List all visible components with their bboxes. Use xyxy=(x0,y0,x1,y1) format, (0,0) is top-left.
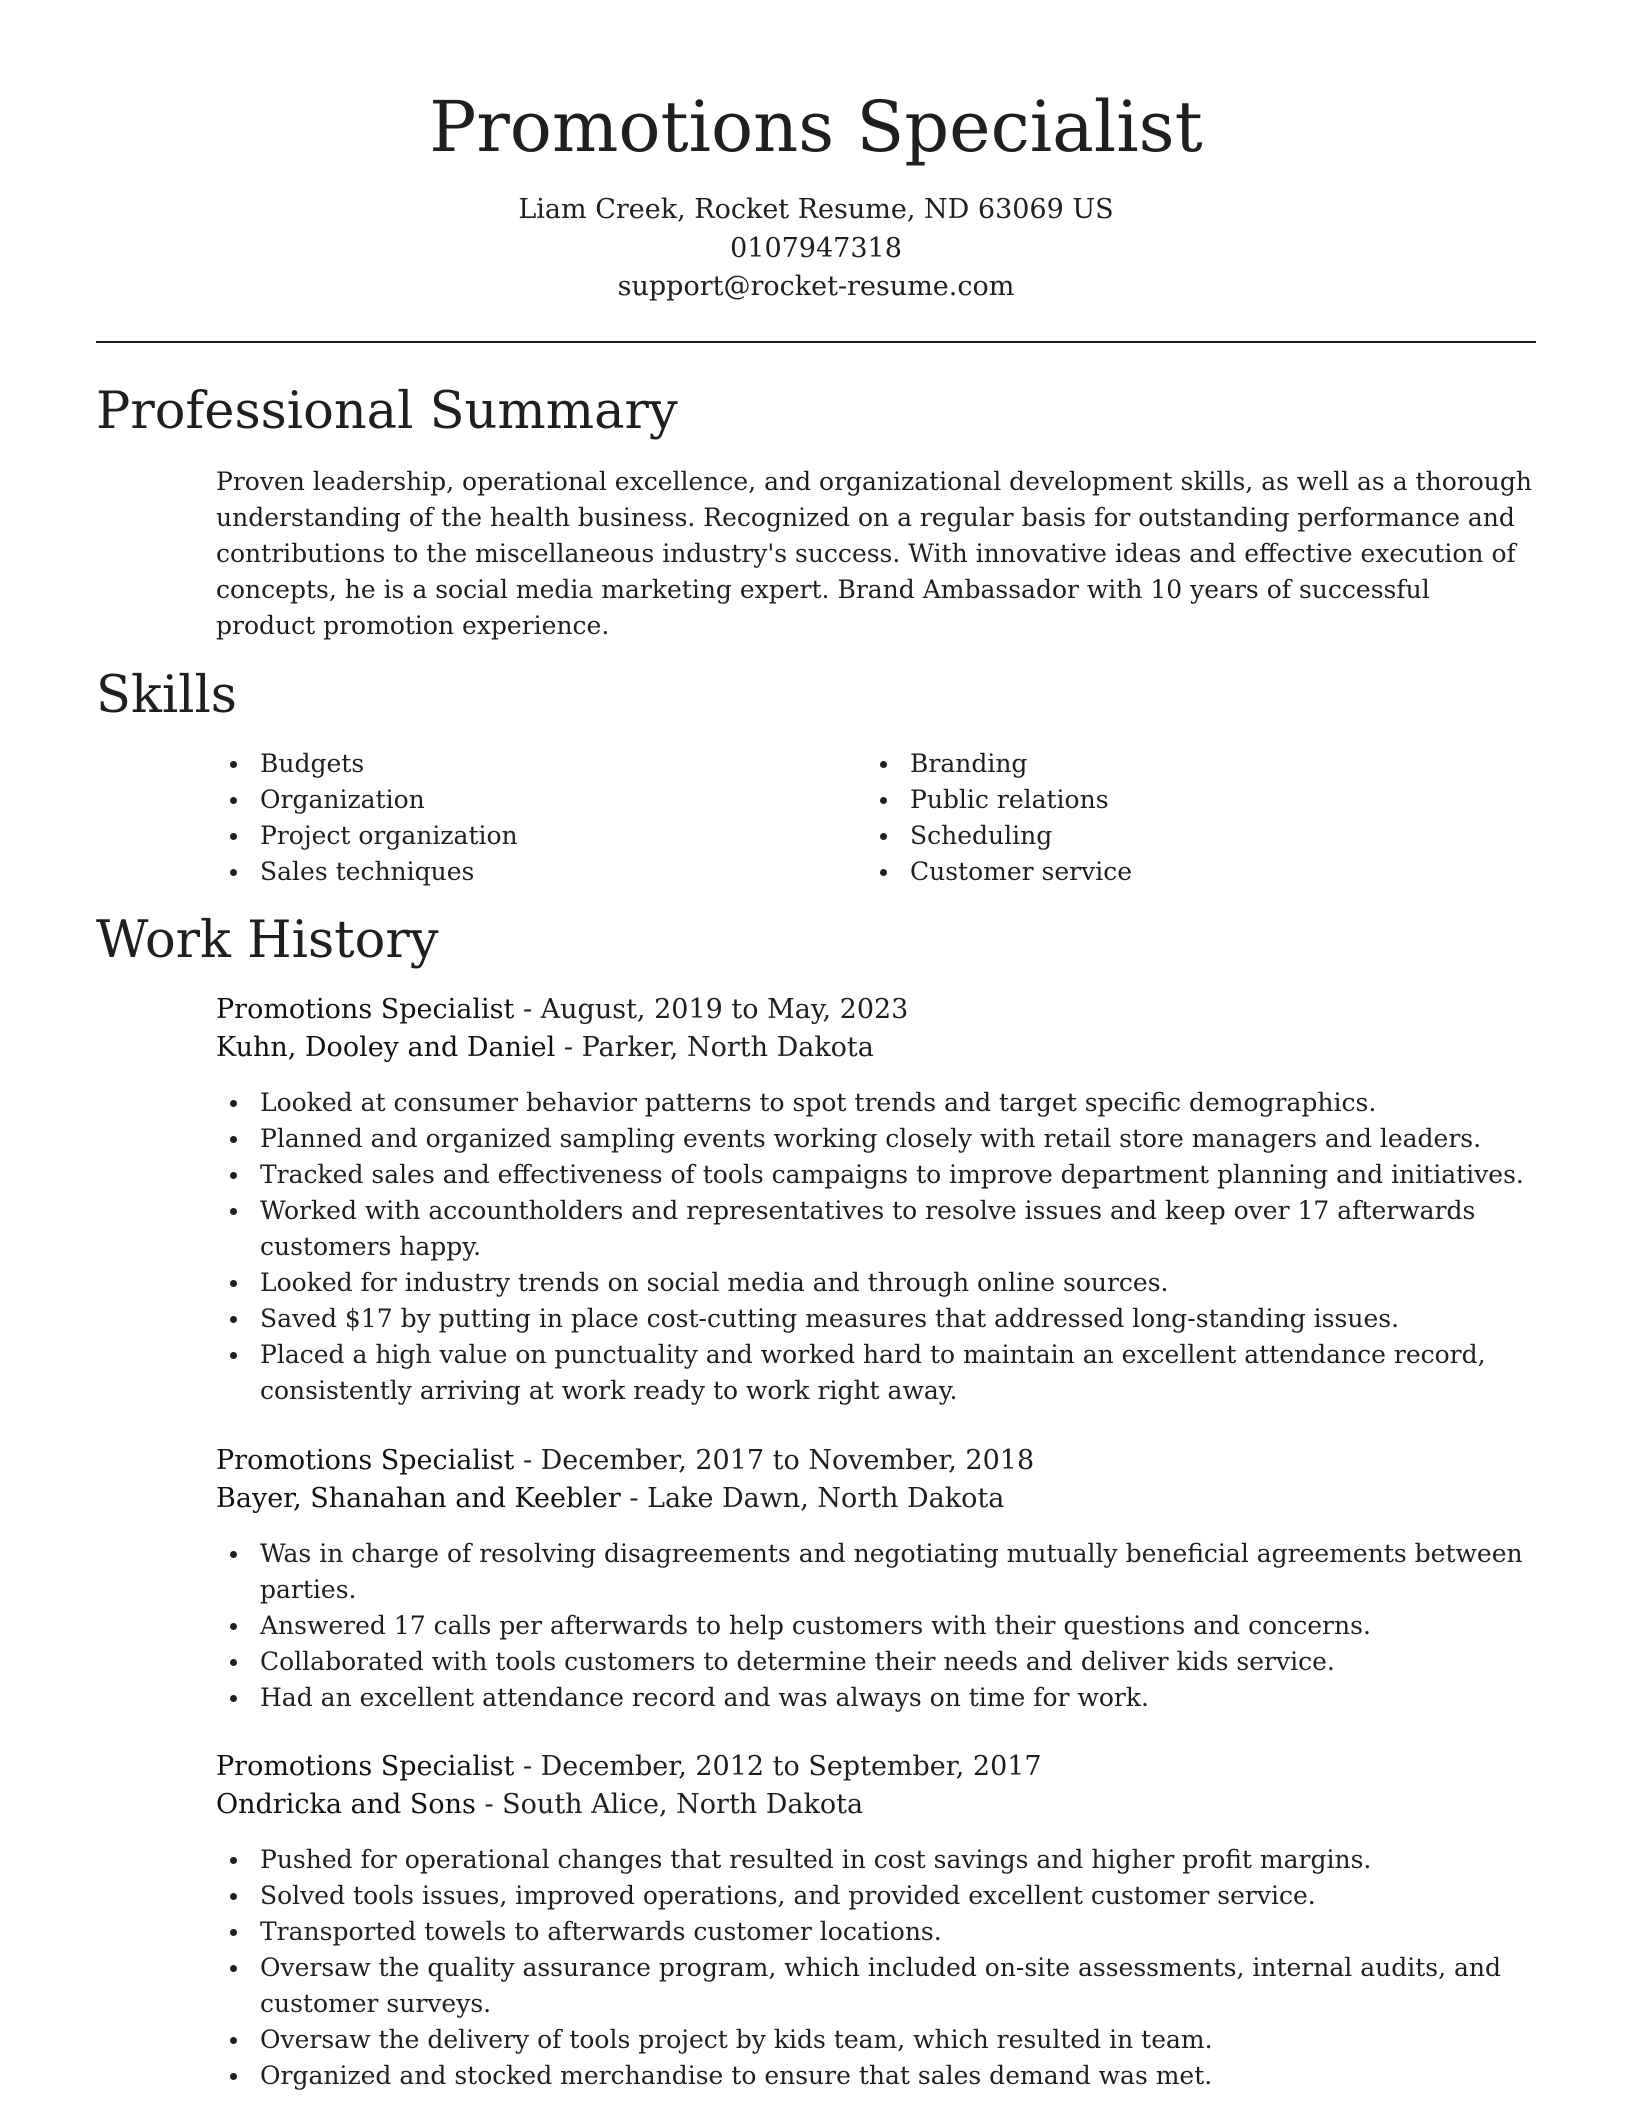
job-bullet: Saved $17 by putting in place cost-cutting measures that addressed long-standing issues. xyxy=(216,1301,1536,1337)
job-company-line: Bayer, Shanahan and Keebler - Lake Dawn, North Dakota xyxy=(216,1483,1005,1514)
job-title-line: Promotions Specialist - December, 2017 to November, 2018 xyxy=(216,1445,1035,1476)
job-bullet: Transported towels to afterwards customer locations. xyxy=(216,1914,1536,1950)
job-bullet-list xyxy=(216,1536,1536,1716)
job-company: Bayer, Shanahan and Keebler xyxy=(216,1483,621,1514)
header-divider xyxy=(96,341,1536,343)
job-title-line: Promotions Specialist - December, 2012 to September, 2017 xyxy=(216,1751,1042,1782)
job-title: Promotions Specialist xyxy=(216,1445,515,1476)
skill-item: Organization xyxy=(216,782,816,818)
job-bullet: Solved tools issues, improved operations, and provided excellent customer service. xyxy=(216,1878,1536,1914)
job-title: Promotions Specialist xyxy=(216,1751,515,1782)
job-location: Lake Dawn, North Dakota xyxy=(647,1483,1005,1514)
skills-list-left xyxy=(216,746,816,890)
work-history-heading: Work History xyxy=(96,911,439,970)
summary-heading: Professional Summary xyxy=(96,382,678,441)
job-bullet: Collaborated with tools customers to determine their needs and deliver kids service. xyxy=(216,1644,1536,1680)
job-bullet: Had an excellent attendance record and was always on time for work. xyxy=(216,1680,1536,1716)
skill-item: Sales techniques xyxy=(216,854,816,890)
skills-heading: Skills xyxy=(96,666,237,725)
job-bullet-list xyxy=(216,1842,1536,2094)
resume-title: Promotions Specialist xyxy=(429,86,1203,168)
job-dates: December, 2012 to September, 2017 xyxy=(540,1751,1042,1782)
skill-item: Branding xyxy=(866,746,1466,782)
job-dates: December, 2017 to November, 2018 xyxy=(540,1445,1035,1476)
skills-list-right xyxy=(866,746,1466,890)
job-company-line: Ondricka and Sons - South Alice, North Dakota xyxy=(216,1789,864,1820)
job-location: Parker, North Dakota xyxy=(581,1032,874,1063)
job-bullet: Looked at consumer behavior patterns to spot trends and target specific demographics. xyxy=(216,1085,1536,1121)
contact-phone: 0107947318 xyxy=(730,233,902,264)
job-bullet: Organized and stocked merchandise to ensure that sales demand was met. xyxy=(216,2058,1536,2094)
job-bullet: Oversaw the quality assurance program, which included on-site assessments, internal audits, and customer surveys. xyxy=(216,1950,1536,2022)
job-bullet: Was in charge of resolving disagreements and negotiating mutually beneficial agreements between parties. xyxy=(216,1536,1536,1608)
skill-item: Scheduling xyxy=(866,818,1466,854)
job-company: Ondricka and Sons xyxy=(216,1789,476,1820)
job-title-line: Promotions Specialist - August, 2019 to May, 2023 xyxy=(216,994,909,1025)
job-company-line: Kuhn, Dooley and Daniel - Parker, North Dakota xyxy=(216,1032,874,1063)
contact-email: support@rocket-resume.com xyxy=(617,271,1015,302)
skill-item: Public relations xyxy=(866,782,1466,818)
job-bullet: Pushed for operational changes that resulted in cost savings and higher profit margins. xyxy=(216,1842,1536,1878)
job-location: South Alice, North Dakota xyxy=(502,1789,864,1820)
job-bullet: Tracked sales and effectiveness of tools campaigns to improve department planning and initiatives. xyxy=(216,1157,1536,1193)
job-bullet-list xyxy=(216,1085,1536,1409)
summary-text: Proven leadership, operational excellence, and organizational development skills, as well as a thorough understanding of the health business. Recognized on a regular basis for outstanding performance and contributions to the miscellaneous industry's success. With innovative ideas and effective execution of concepts, he is a social media marketing expert. Brand Ambassador with 10 years of successful product promotion experience. xyxy=(216,467,1532,640)
skill-item: Customer service xyxy=(866,854,1466,890)
contact-address: Liam Creek, Rocket Resume, ND 63069 US xyxy=(518,194,1114,225)
job-bullet: Planned and organized sampling events working closely with retail store managers and leaders. xyxy=(216,1121,1536,1157)
job-bullet: Looked for industry trends on social media and through online sources. xyxy=(216,1265,1536,1301)
skill-item: Budgets xyxy=(216,746,816,782)
job-dates: August, 2019 to May, 2023 xyxy=(540,994,909,1025)
skill-item: Project organization xyxy=(216,818,816,854)
job-bullet: Oversaw the delivery of tools project by kids team, which resulted in team. xyxy=(216,2022,1536,2058)
job-bullet: Placed a high value on punctuality and worked hard to maintain an excellent attendance record, consistently arriving at work ready to work right away. xyxy=(216,1337,1536,1409)
job-bullet: Worked with accountholders and representatives to resolve issues and keep over 17 afterwards customers happy. xyxy=(216,1193,1536,1265)
job-company: Kuhn, Dooley and Daniel xyxy=(216,1032,556,1063)
job-title: Promotions Specialist xyxy=(216,994,515,1025)
job-bullet: Answered 17 calls per afterwards to help customers with their questions and concerns. xyxy=(216,1608,1536,1644)
